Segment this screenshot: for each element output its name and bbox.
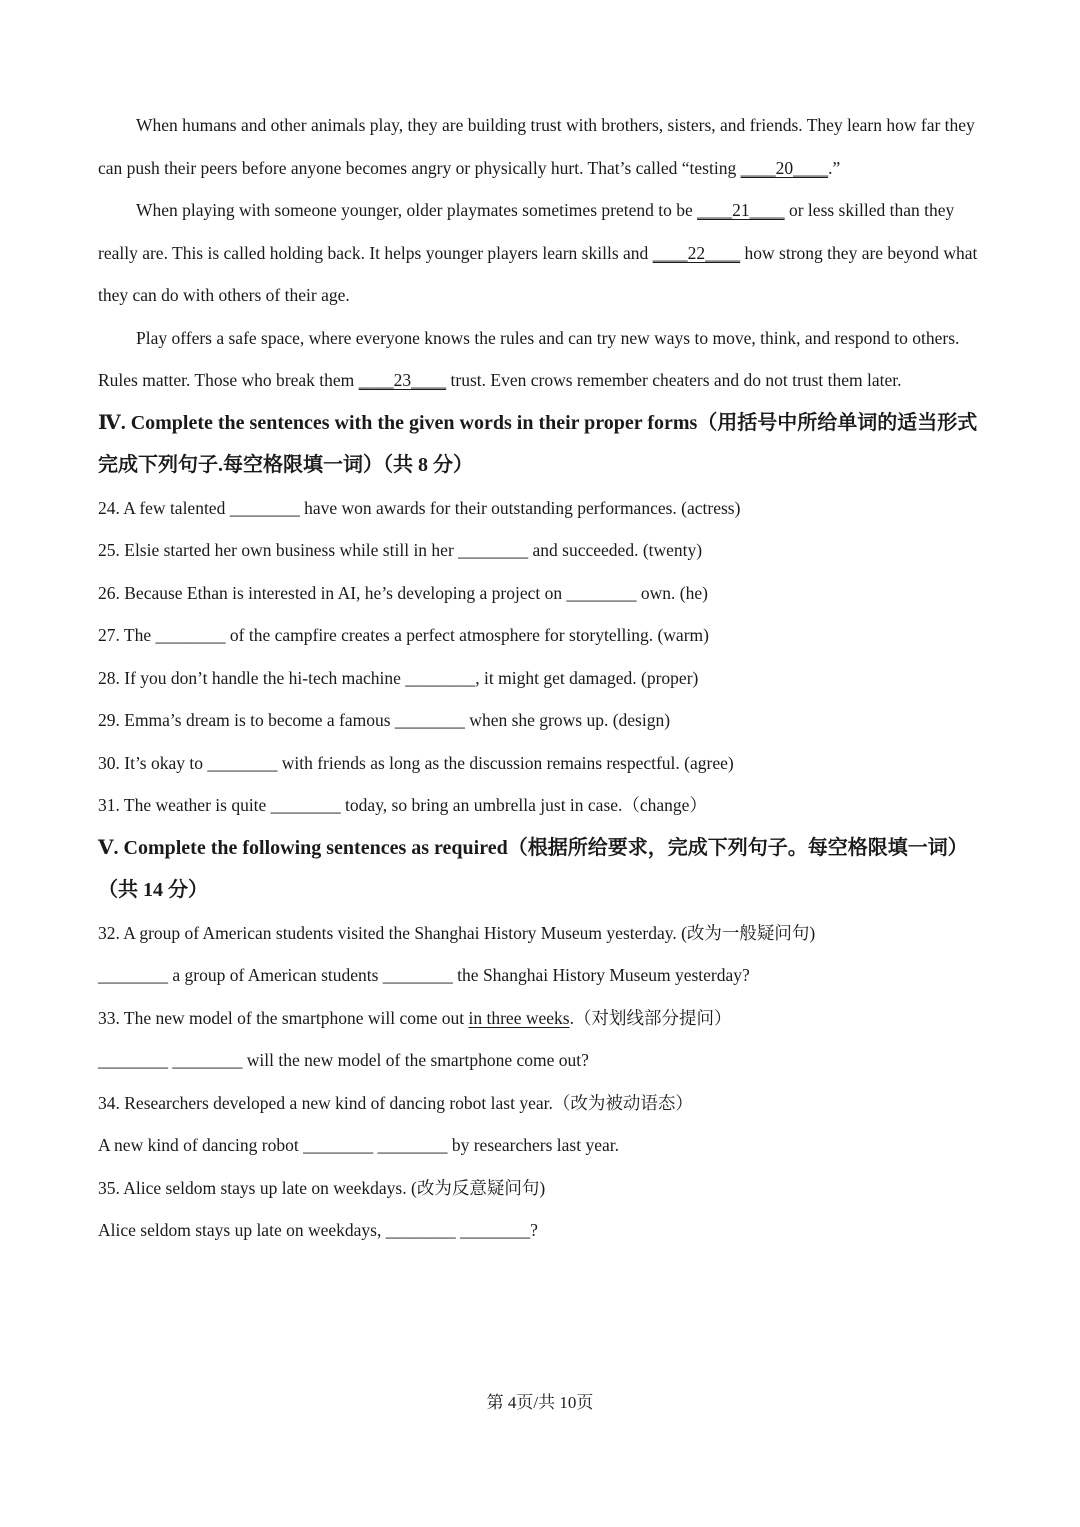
question-29: 29. Emma’s dream is to become a famous ________ when she grows up. (design) [98,710,671,730]
question-text: 33. The new model of the smartphone will come out [98,1007,469,1028]
document-page [98,104,986,1252]
paragraph-text: Play offers a safe space, where everyone knows the rules and can try new ways to move, think, and respond to others. Rules matter. Those who break them [98,327,960,390]
question-27: 27. The ________ of the campfire creates a perfect atmosphere for storytelling. (warm) [98,625,709,645]
answer-33: ________ ________ will the new model of the smartphone come out? [98,1050,589,1070]
question-32: 32. A group of American students visited the Shanghai History Museum yesterday. (改为一般疑问句) [98,922,816,943]
question-31: 31. The weather is quite ________ today, so bring an umbrella just in case.（change） [98,795,707,815]
paragraph-text: When humans and other animals play, they are building trust with brothers, sisters, and friends. They learn how far they can push their peers before anyone becomes angry or physically hurt. That’s called “testing [98,115,975,178]
question-24: 24. A few talented ________ have won awards for their outstanding performances. (actress) [98,497,741,518]
answer-34: A new kind of dancing robot ________ ________ by researchers last year. [98,1135,619,1155]
question-30: 30. It’s okay to ________ with friends as long as the discussion remains respectful. (agree) [98,752,734,773]
passage-paragraph-1 [98,104,986,189]
paragraph-text: .” [828,157,841,178]
question-34: 34. Researchers developed a new kind of dancing robot last year.（改为被动语态） [98,1092,693,1113]
question-35: 35. Alice seldom stays up late on weekdays. (改为反意疑问句) [98,1177,546,1198]
paragraph-text: or less skilled than they really are. This is called holding back. It helps younger players learn skills and [98,200,955,263]
blank-22: ____22____ [652,242,741,263]
question-28: 28. If you don’t handle the hi-tech machine ________, it might get damaged. (proper) [98,667,699,688]
blank-21: ____21____ [697,200,785,220]
question-text: .（对划线部分提问） [569,1007,732,1028]
paragraph-text: When playing with someone younger, older playmates sometimes pretend to be [136,200,698,220]
underlined-phrase: in three weeks [468,1007,570,1028]
section-5-heading: Ⅴ. Complete the following sentences as required（根据所给要求，完成下列句子。每空格限填一词）（共 14 分） [98,836,968,901]
answer-35: Alice seldom stays up late on weekdays, ________ ________? [98,1220,538,1240]
blank-23: ____23____ [358,370,447,390]
question-26: 26. Because Ethan is interested in AI, he’s developing a project on ________ own. (he) [98,582,708,603]
question-25: 25. Elsie started her own business while still in her ________ and succeeded. (twenty) [98,540,703,560]
passage-paragraph-2 [98,189,986,317]
answer-32: ________ a group of American students ________ the Shanghai History Museum yesterday? [98,965,750,985]
paragraph-text: trust. Even crows remember cheaters and do not trust them later. [446,370,902,390]
section-4-heading: Ⅳ. Complete the sentences with the given words in their proper forms（用括号中所给单词的适当形式完成下列句子.每空格限填一词）（共 8 分） [98,411,978,476]
paragraph-text: how strong they are beyond what they can do with others of their age. [98,242,978,305]
page-number-footer: 第 4页/共 10页 [486,1393,594,1412]
passage-paragraph-3 [98,317,986,402]
question-33 [98,997,986,1040]
blank-20: ____20____ [740,157,829,178]
